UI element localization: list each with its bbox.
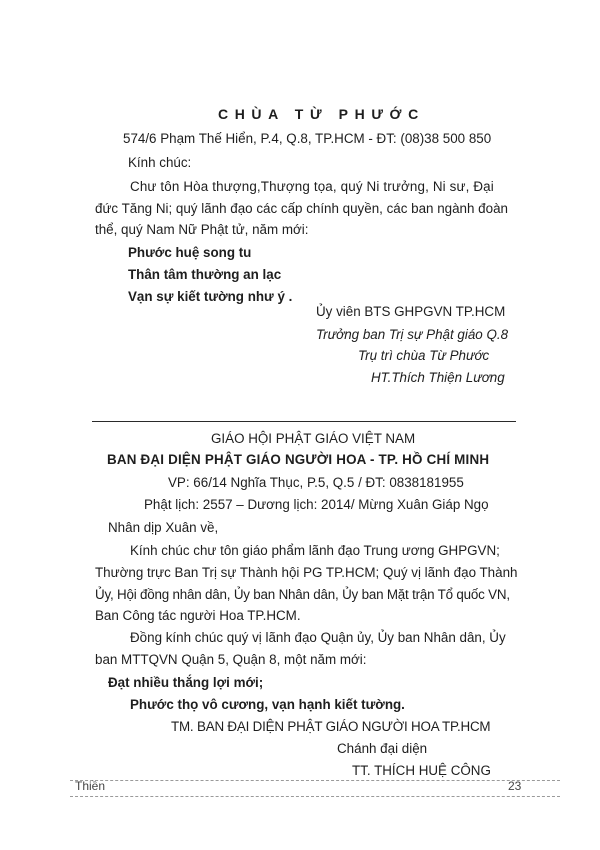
- body-line: Chư tôn Hòa thượng,Thượng tọa, quý Ni trưởng, Ni sư, Đại: [130, 179, 494, 194]
- signature-line: HT.Thích Thiện Lương: [371, 370, 505, 385]
- body-line: đức Tăng Ni; quý lãnh đạo các cấp chính quyền, các ban ngành đoàn: [95, 201, 508, 216]
- wish-line: Phước huệ song tu: [128, 245, 252, 260]
- signature-line: TT. THÍCH HUỆ CÔNG: [352, 763, 491, 778]
- signature-line: Trưởng ban Trị sự Phật giáo Q.8: [316, 327, 509, 342]
- signature-line: Trụ trì chùa Từ Phước: [358, 348, 490, 363]
- calendar-line: Phật lịch: 2557 – Dương lịch: 2014/ Mừng Xuân Giáp Ngọ: [144, 497, 489, 512]
- wish-line: Đạt nhiều thắng lợi mới;: [108, 675, 264, 690]
- body-line: Kính chúc chư tôn giáo phẩm lãnh đạo Trung ương GHPGVN;: [130, 543, 500, 558]
- footer-rule: [70, 780, 560, 781]
- footer-label: Thiền: [75, 779, 106, 793]
- page-number: 23: [508, 779, 522, 793]
- body-line: Ban Công tác người Hoa TP.HCM.: [95, 608, 301, 623]
- body-line: ban MTTQVN Quận 5, Quận 8, một năm mới:: [95, 652, 367, 667]
- section-divider: [92, 421, 516, 422]
- org-subtitle: BAN ĐẠI DIỆN PHẬT GIÁO NGƯỜI HOA - TP. HỒ CHÍ MINH: [107, 452, 490, 467]
- wish-line: Vạn sự kiết tường như ý .: [128, 289, 293, 304]
- org-name: GIÁO HỘI PHẬT GIÁO VIỆT NAM: [211, 431, 416, 446]
- footer-rule-lower: [70, 796, 560, 797]
- wish-line: Thân tâm thường an lạc: [128, 267, 282, 282]
- signature-line: TM. BAN ĐẠI DIỆN PHẬT GIÁO NGƯỜI HOA TP.HCM: [171, 719, 491, 734]
- body-line: Thường trực Ban Trị sự Thành hội PG TP.HCM; Quý vị lãnh đạo Thành: [95, 565, 518, 580]
- signature-line: Chánh đại diện: [337, 741, 428, 756]
- greeting: Kính chúc:: [128, 155, 192, 170]
- occasion-line: Nhân dịp Xuân về,: [108, 520, 219, 535]
- body-line: thể, quý Nam Nữ Phật tử, năm mới:: [95, 222, 309, 237]
- org-address: VP: 66/14 Nghĩa Thục, P.5, Q.5 / ĐT: 0838181955: [168, 475, 464, 490]
- signature-line: Ủy viên BTS GHPGVN TP.HCM: [316, 304, 506, 319]
- body-line: Đồng kính chúc quý vị lãnh đạo Quận ủy, Ủy ban Nhân dân, Ủy: [130, 630, 506, 645]
- wish-line: Phước thọ vô cương, vạn hạnh kiết tường.: [130, 697, 405, 712]
- temple-address: 574/6 Phạm Thế Hiển, P.4, Q.8, TP.HCM - ĐT: (08)38 500 850: [123, 131, 492, 146]
- temple-title: CHÙA TỪ PHƯỚC: [218, 106, 425, 122]
- body-line: Ủy, Hội đồng nhân dân, Ủy ban Nhân dân, Ủy ban Mặt trận Tổ quốc VN,: [95, 587, 510, 602]
